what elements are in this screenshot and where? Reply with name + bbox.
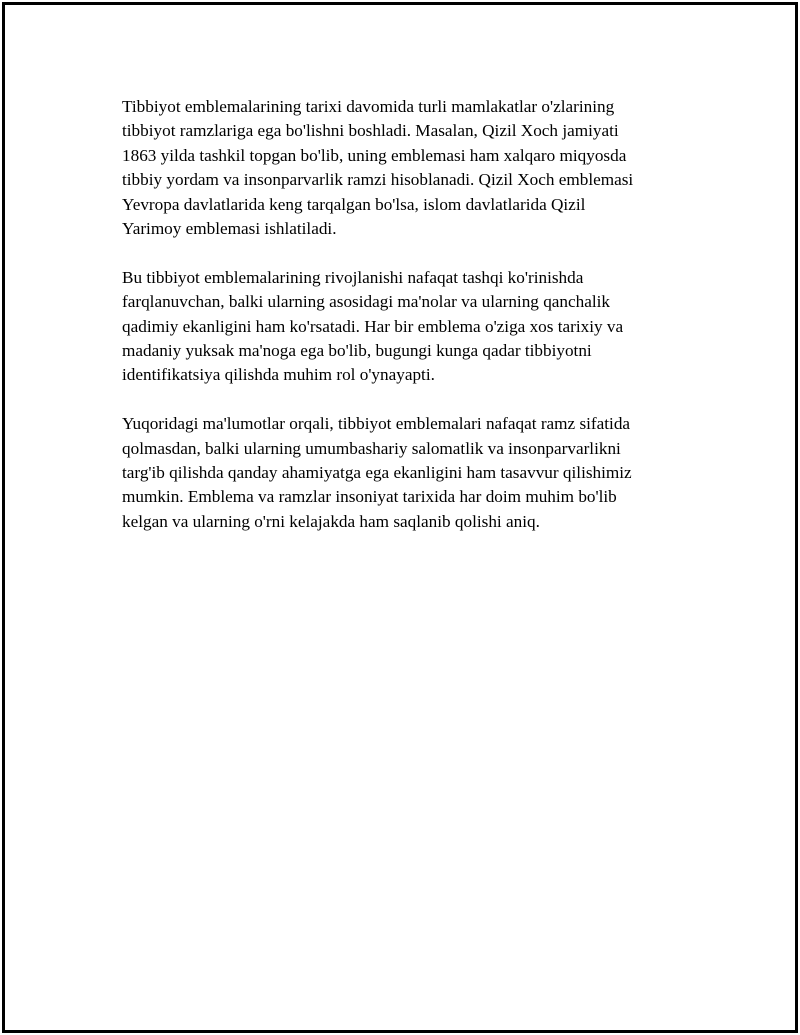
- paragraph-2: Bu tibbiyot emblemalarining rivojlanishi nafaqat tashqi ko'rinishda farqlanuvchan, balki ularning asosidagi ma'nolar va ularning qanchalik qadimiy ekanligini ham ko'rsatadi. Har bir emblema o'ziga xos tarixiy va madaniy yuksak ma'noga ega bo'lib, bugungi kunga qadar tibbiyotni identifikatsiya qilishda muhim rol o'ynayapti.: [122, 267, 624, 385]
- paragraph-3: Yuqoridagi ma'lumotlar orqali, tibbiyot emblemalari nafaqat ramz sifatida qolmasdan, balki ularning umumbashariy salomatlik va insonparvarlikni targ'ib qilishda qanday ahamiyatga ega ekanligini ham tasavvur qilishimiz mumkin. Emblema va ramzlar insoniyat tarixida har doim muhim bo'lib kelgan va ularning o'rni kelajakda ham saqlanib qolishi aniq.: [122, 414, 632, 531]
- document-page: [2, 2, 798, 1033]
- paragraph-1: Tibbiyot emblemalarining tarixi davomida turli mamlakatlar o'zlarining tibbiyot ramzlariga ega bo'lishni boshladi. Masalan, Qizil Xoch jamiyati 1863 yilda tashkil topgan bo'lib, uning emblemasi ham xalqaro miqyosda tibbiy yordam va insonparvarlik ramzi hisoblanadi. Qizil Xoch emblemasi Yevropa davlatlarida keng tarqalgan bo'lsa, islom davlatlarida Qizil Yarimoy emblemasi ishlatiladi.: [122, 97, 634, 239]
- document-body: [122, 95, 682, 559]
